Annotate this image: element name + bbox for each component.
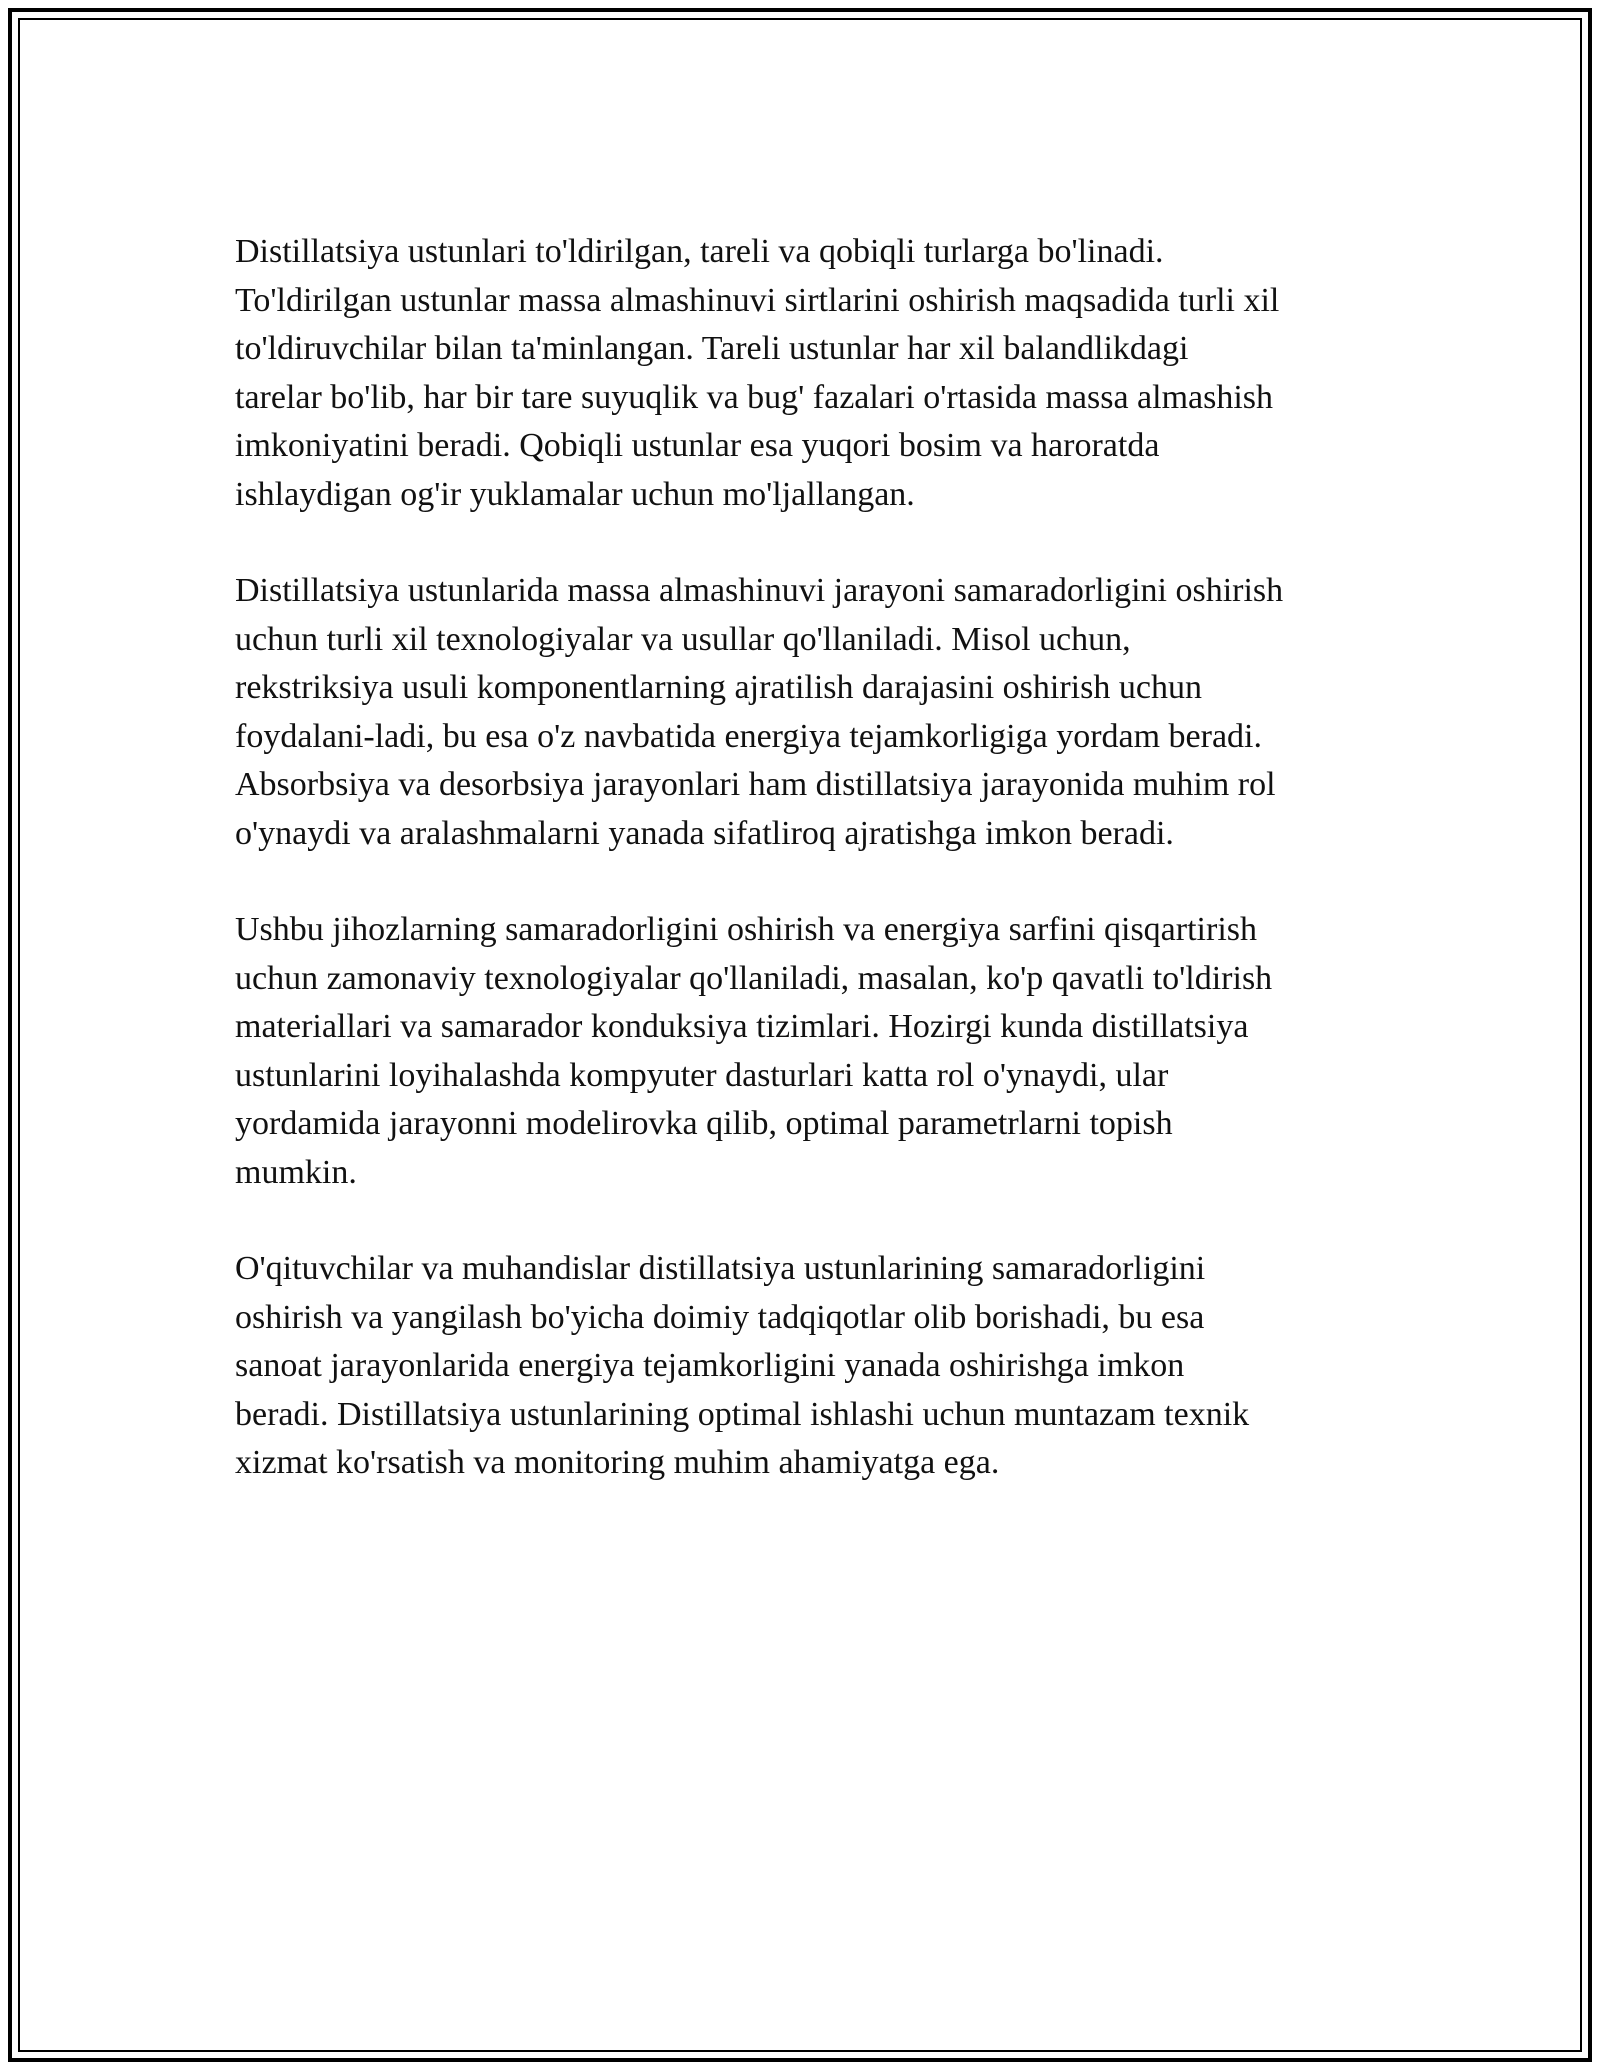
paragraph-3: Ushbu jihozlarning samaradorligini oshirish va energiya sarfini qisqartirish uchun zamonaviy texnologiyalar qo'llaniladi, masalan, ko'p qavatli to'ldirish materiallari va samarador konduksiya tizimlari. Hozirgi kunda distillatsiya ustunlarini loyihalashda kompyuter dasturlari katta rol o'ynaydi, ular yordamida jarayonni modelirovka qilib, optimal parametrlarni topish mumkin. xyxy=(235,911,1273,1191)
paragraph-1: Distillatsiya ustunlari to'ldirilgan, tareli va qobiqli turlarga bo'linadi. To'ldirilgan ustunlar massa almashinuvi sirtlarini oshirish maqsadida turli xil to'ldiruvchilar bilan ta'minlangan. Tareli ustunlar har xil balandlikdagi tarelar bo'lib, har bir tare suyuqlik va bug' fazalari o'rtasida massa almashish imkoniyatini beradi. Qobiqli ustunlar esa yuqori bosim va haroratda ishlaydigan og'ir yuklamalar uchun mo'ljallangan. xyxy=(235,233,1280,513)
paragraph-4: O'qituvchilar va muhandislar distillatsiya ustunlarining samaradorligini oshirish va yangilash bo'yicha doimiy tadqiqotlar olib borishadi, bu esa sanoat jarayonlarida energiya tejamkorligini yanada oshirishga imkon beradi. Distillatsiya ustunlarining optimal ishlashi uchun muntazam texnik xizmat ko'rsatish va monitoring muhim ahamiyatga ega. xyxy=(235,1250,1250,1481)
paragraph-2: Distillatsiya ustunlarida massa almashinuvi jarayoni samaradorligini oshirish uchun turli xil texnologiyalar va usullar qo'llaniladi. Misol uchun, rekstriksiya usuli komponentlarning ajratilish darajasini oshirish uchun foydalani-ladi, bu esa o'z navbatida energiya tejamkorligiga yordam beradi. Absorbsiya va desorbsiya jarayonlari ham distillatsiya jarayonida muhim rol o'ynaydi va aralashmalarni yanada sifatliroq ajratishga imkon beradi. xyxy=(235,572,1284,852)
document-body xyxy=(235,228,1395,1536)
